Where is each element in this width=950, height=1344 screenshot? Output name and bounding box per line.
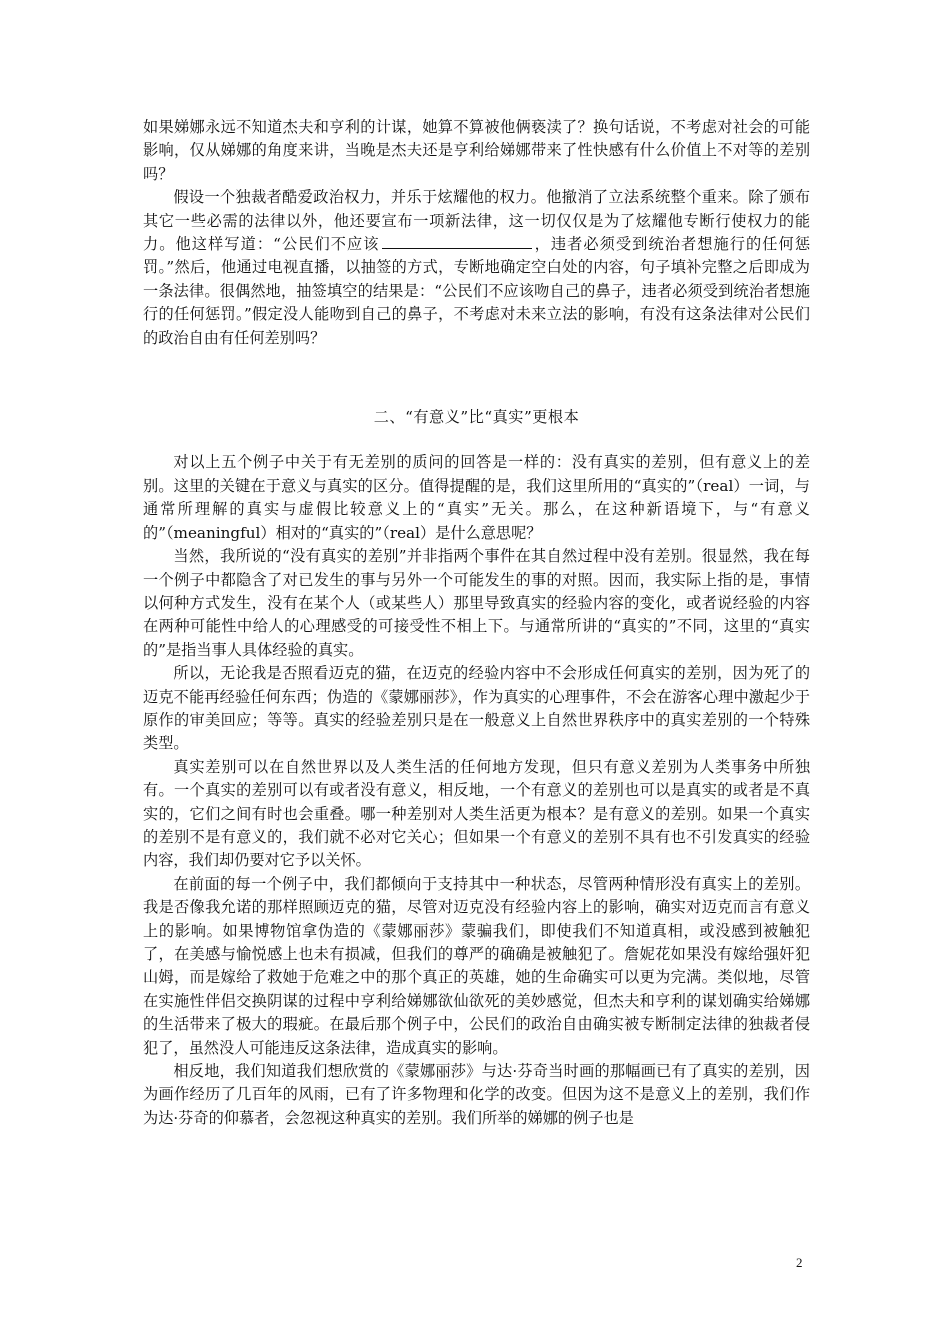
paragraph-4: 当然，我所说的“没有真实的差别”并非指两个事件在其自然过程中没有差别。很显然，我在每一个例子中都隐含了对已发生的事与另外一个可能发生的事的对照。因而，我实际上指的是，事情以何种方式发生，没有在某个人（或某些人）那里导致真实的经验内容的变化，或者说经验的内容在两种可能性中给人的心理感受的可接受性不相上下。与通常所讲的“真实的”不同，这里的“真实的”是指当事人具体经验的真实。 <box>143 547 810 659</box>
paragraph-3: 对以上五个例子中关于有无差别的质问的回答是一样的：没有真实的差别，但有意义上的差别。这里的关键在于意义与真实的区分。值得提醒的是，我们这里所用的“真实的”（real）一词，与通常所理解的真实与虚假比较意义上的“真实”无关。那么，在这种新语境下，与“有意义的”（meaningful）相对的“真实的”（real）是什么意思呢？ <box>143 453 810 542</box>
page-number: 2 <box>796 1255 803 1270</box>
paragraph-1: 如果娣娜永远不知道杰夫和亨利的计谋，她算不算被他俩亵渎了？换句话说，不考虑对社会的可能影响，仅从娣娜的角度来讲，当晚是杰夫还是亨利给娣娜带来了性快感有什么价值上不对等的差别吗？ <box>143 118 810 183</box>
paragraph-2-text-after: ，违者必须受到统治者想施行的任何惩罚。”然后，他通过电视直播，以抽签的方式，专断地确定空白处的内容，句子填补完整之后即成为一条法律。很偶然地，抽签填空的结果是：“公民们不应该吻自己的鼻子，违者必须受到统治者想施行的任何惩罚。”假定没人能吻到自己的鼻子，不考虑对未来立法的影响，有没有这条法律对公民们的政治自由有任何差别吗？ <box>143 235 811 347</box>
paragraph-7: 在前面的每一个例子中，我们都倾向于支持其中一种状态，尽管两种情形没有真实上的差别。我是否像我允诺的那样照顾迈克的猫，尽管对迈克没有经验内容上的影响，确实对迈克而言有意义上的影响。如果博物馆拿伪造的《蒙娜丽莎》蒙骗我们，即使我们不知道真相，或没感到被触犯了，在美感与愉悦感上也未有损减，但我们的尊严的确确是被触犯了。詹妮花如果没有嫁给强奸犯山姆，而是嫁给了救她于危难之中的那个真正的英雄，她的生命确实可以更为完满。类似地，尽管在实施性伴侣交换阴谋的过程中亨利给娣娜欲仙欲死的美妙感觉，但杰夫和亨利的谋划确实给娣娜的生活带来了极大的瑕疵。在最后那个例子中，公民们的政治自由确实被专断制定法律的独裁者侵犯了，虽然没人可能违反这条法律，造成真实的影响。 <box>143 874 810 1057</box>
paragraph-2-text-before: 假设一个独裁者酷爱政治权力，并乐于炫耀他的权力。他撤消了立法系统整个重来。除了颁布其它一些必需的法律以外，他还要宣布一项新法律，这一切仅仅是为了炫耀他专断行使权力的能力。他这样写道：“公民们不应该 <box>143 188 810 254</box>
paragraph-6: 真实差别可以在自然世界以及人类生活的任何地方发现，但只有意义差别为人类事务中所独有。一个真实的差别可以有或者没有意义，相反地，一个有意义的差别也可以是真实的或者是不真实的，它们之间有时也会重叠。哪一种差别对人类生活更为根本？是有意义的差别。如果一个真实的差别不是有意义的，我们就不必对它关心；但如果一个有意义的差别不具有也不引发真实的经验内容，我们却仍要对它予以关怀。 <box>143 757 810 870</box>
paragraph-5: 所以，无论我是否照看迈克的猫，在迈克的经验内容中不会形成任何真实的差别，因为死了的迈克不能再经验任何东西；伪造的《蒙娜丽莎》，作为真实的心理事件，不会在游客心理中激起少于原作的审美回应；等等。真实的经验差别只是在一般意义上自然世界秩序中的真实差别的一个特殊类型。 <box>143 664 810 753</box>
paragraph-8: 相反地，我们知道我们想欣赏的《蒙娜丽莎》与达·芬奇当时画的那幅画已有了真实的差别，因为画作经历了几百年的风雨，已有了许多物理和化学的改变。但因为这不是意义上的差别，我们作为达·芬奇的仰慕者，会忽视这种真实的差别。我们所举的娣娜的例子也是 <box>143 1062 810 1127</box>
fill-in-blank-line <box>382 234 532 249</box>
section-heading: 二、“有意义”比“真实”更根本 <box>373 408 580 427</box>
paragraph-2 <box>143 186 810 350</box>
document-body <box>143 116 810 1130</box>
